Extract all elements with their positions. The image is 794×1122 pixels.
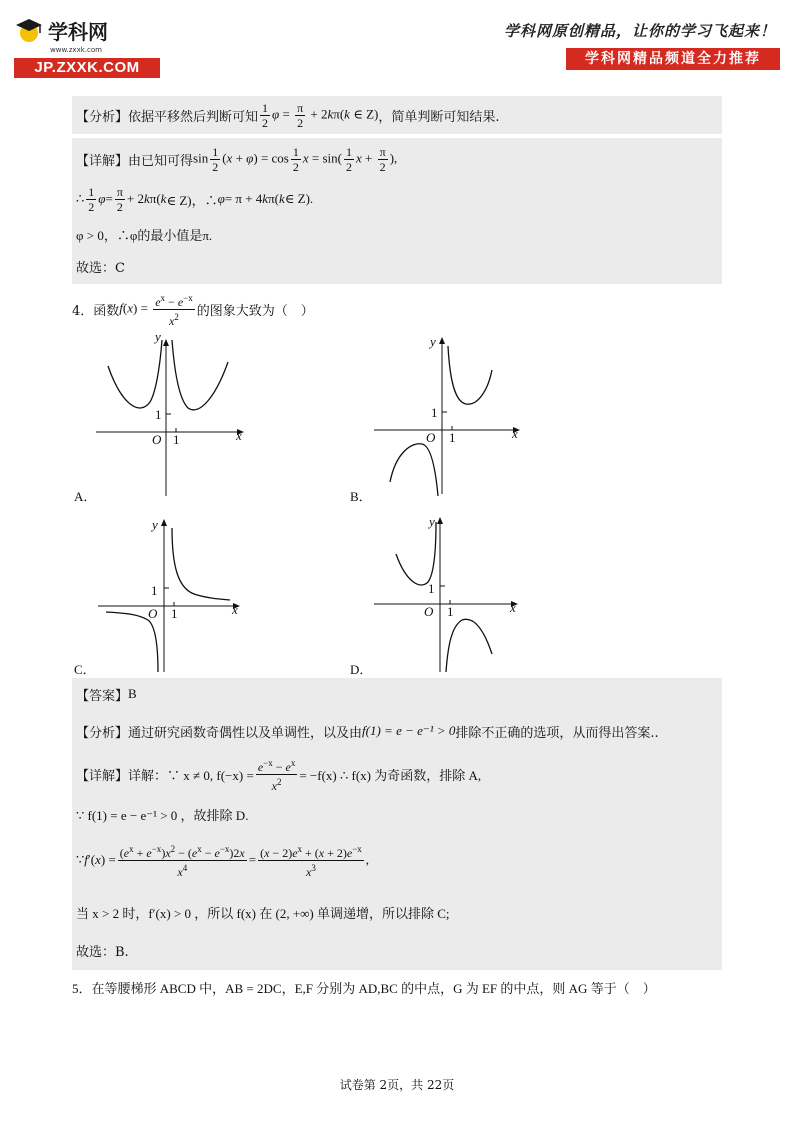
graph-b-origin: O: [426, 430, 436, 445]
q5-stem: 5．在等腰梯形 ABCD 中，AB = 2DC，E,F 分别为 AD,BC 的中点，G 为 EF 的中点，则 AG 等于（ ）: [72, 980, 656, 996]
q4-choice: 故选：B.: [76, 944, 129, 960]
analysis-text-q4-end: 排除不正确的选项，从而得出答案..: [455, 725, 659, 741]
option-b-label: B．: [350, 489, 372, 504]
detail-line-2: ∵ f(1) = e − e⁻¹ > 0 ，故排除 D.: [76, 807, 249, 823]
detail-line-4: f′(x) > 0 ，所以 f(x) 在 (2, +∞) 单调递增，所以排除 C;: [148, 905, 450, 921]
graph-d-origin: O: [424, 604, 434, 619]
graph-option-a: [92, 336, 252, 498]
detail-tag: 【详解】: [76, 153, 129, 169]
q3-analysis-block: [72, 96, 722, 134]
graph-a-tick-y: 1: [155, 407, 162, 422]
analysis-formula: $\frac{1}{2}$ φ = $\frac{\pi}{2}$ + 2kπ(k ∈ Z): [262, 100, 379, 130]
graph-c-tick-y: 1: [151, 583, 158, 598]
graduation-cap-icon: [14, 15, 44, 45]
header-recommend: 学科网精品频道全力推荐: [566, 48, 780, 70]
option-d-label: D．: [350, 662, 373, 677]
q4-stem-pre: 4．函数: [72, 303, 120, 319]
because-text: φ > 0，∴φ的最小值是π.: [76, 227, 213, 243]
q4-stem-post: 的图象大致为（ ）: [196, 303, 314, 319]
answer-tag: 【答案】: [76, 688, 129, 704]
q4-stem: [72, 292, 314, 328]
logo-band: JP.ZXXK.COM: [14, 58, 160, 78]
q4-function: f(x) = $\frac{e^x - e^{-x}}{x^2}$: [119, 292, 193, 328]
graph-c-origin: O: [148, 606, 158, 621]
option-c-label: C．: [74, 662, 96, 677]
graph-option-c: [94, 516, 250, 674]
detail-line-4-pre: 当 x > 2 时，: [76, 905, 149, 921]
detail-text-q4-mid: = −f(x) ∴ f(x) 为奇函数，排除 A,: [299, 767, 482, 783]
graph-d-tick-x: 1: [447, 604, 454, 619]
q4-answer-block: 【答案】 B 【分析】 通过研究函数奇偶性以及单调性，以及由 f(1) = e − e⁻¹ > 0 排除不正确的选项，从而得出答案.. 【详解】 详解：∵ x ≠ 0, f(−x) = $\frac{e^{-x} - e^x}{x^2}$ = −f(x) ∴ f(x) 为奇函数，排除 A, ∵ f(1) = e − e⁻¹ > 0 ，故排除 D. ∵ f ′( x ) = $\frac{(e^x + e^{-x})x^2 - (e^x - e^{-x})2x}{x^4}$ = $\frac{(x - 2)e^x + (x + 2)e^{-x}}{x^3}$ , 当 x > 2 时， f′(x) > 0 ，所以 f(x) 在 (2, +∞) 单调递增，所以排除 C; 故选：B.: [72, 678, 722, 970]
site-logo: [14, 14, 160, 76]
answer-value: B: [128, 686, 137, 701]
logo-url: www.zxxk.com: [50, 46, 102, 54]
detail-formula-2: ∴ $\frac{1}{2}$ φ = $\frac{\pi}{2}$ + 2 k π( k ∈ Z)，∴ φ = π + 4 k π( k ∈ Z).: [76, 184, 314, 214]
graph-b-tick-y: 1: [431, 405, 438, 420]
graph-d-y: y: [429, 514, 435, 529]
option-a-label: A．: [74, 489, 97, 504]
graph-option-b: [370, 334, 530, 496]
analysis-text-end: ，简单判断可知结果.: [378, 109, 500, 125]
detail-formula-1: sin $\frac{1}{2}$ (x + φ) = cos $\frac{1}{2}$ x = sin( $\frac{1}{2}$ x + $\frac{\pi}{2}$ ),: [193, 144, 398, 174]
graph-a-origin: O: [152, 432, 162, 447]
analysis-formula-q4: f(1) = e − e⁻¹ > 0: [362, 723, 456, 738]
analysis-tag-q4: 【分析】: [76, 725, 129, 741]
graph-b-x: x: [512, 426, 518, 441]
header-slogan: 学科网原创精品，让你的学习飞起来！: [503, 22, 776, 40]
detail-text-q4: 详解：∵ x ≠ 0, f(−x) =: [128, 767, 254, 783]
q3-detail-block: [72, 138, 722, 284]
graph-option-d: [370, 514, 526, 674]
graph-a-y: y: [155, 329, 161, 344]
analysis-text: 依据平移然后判断可知: [128, 109, 259, 125]
logo-text: 学科网: [48, 19, 108, 44]
detail-tag-q4: 【详解】: [76, 768, 129, 784]
graph-c-y: y: [152, 517, 158, 532]
graph-b-y: y: [430, 334, 436, 349]
graph-a-tick-x: 1: [173, 432, 180, 447]
graph-d-x: x: [510, 600, 516, 615]
detail-text: 由已知可得: [128, 153, 194, 169]
page-footer: 试卷第 2页，共 22页: [339, 1078, 455, 1092]
analysis-tag: 【分析】: [76, 109, 129, 125]
q3-choice: 故选：C: [76, 260, 125, 276]
graph-a-x: x: [236, 428, 242, 443]
graph-c-x: x: [232, 602, 238, 617]
analysis-text-q4: 通过研究函数奇偶性以及单调性，以及由: [128, 725, 363, 741]
graph-d-tick-y: 1: [428, 581, 435, 596]
derivative-formula: ∵ f ′( x ) = $\frac{(e^x + e^{-x})x^2 - (e^x - e^{-x})2x}{x^4}$ = $\frac{(x - 2)e^x + (x + 2)e^{-x}}{x^3}$ ,: [76, 843, 370, 879]
graph-b-tick-x: 1: [449, 430, 456, 445]
graph-c-tick-x: 1: [171, 606, 178, 621]
